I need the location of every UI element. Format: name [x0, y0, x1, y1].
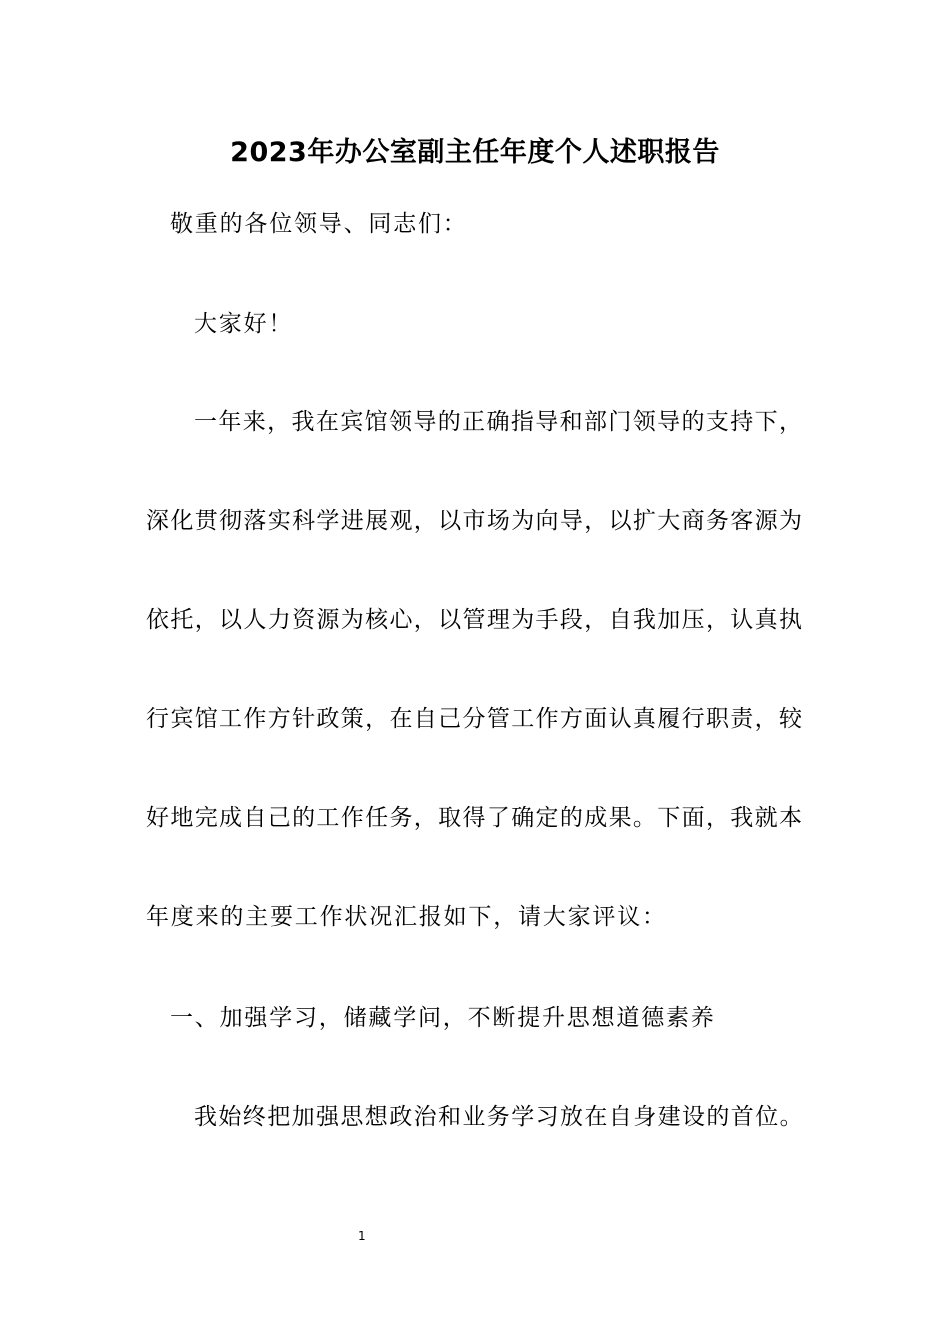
greeting: 大家好！: [194, 311, 294, 337]
paragraph-1-line-2: 深化贯彻落实科学进展观，以市场为向导，以扩大商务客源为: [146, 508, 802, 534]
paragraph-2-line-1: 我始终把加强思想政治和业务学习放在自身建设的首位。: [194, 1104, 804, 1130]
salutation: 敬重的各位领导、同志们：: [170, 211, 468, 237]
paragraph-1-line-4: 行宾馆工作方针政策，在自己分管工作方面认真履行职责，较: [146, 706, 802, 732]
document-title: 2023年办公室副主任年度个人述职报告: [230, 137, 720, 168]
paragraph-1-line-3: 依托，以人力资源为核心，以管理为手段，自我加压，认真执: [146, 607, 802, 633]
page-number: 1: [358, 1229, 366, 1243]
section-1-heading: 一、加强学习，储藏学问，不断提升思想道德素养: [170, 1005, 716, 1031]
paragraph-1-line-1: 一年来，我在宾馆领导的正确指导和部门领导的支持下，: [194, 409, 802, 435]
paragraph-1-line-5: 好地完成自己的工作任务，取得了确定的成果。下面，我就本: [146, 805, 802, 831]
paragraph-1-line-6: 年度来的主要工作状况汇报如下，请大家评议：: [146, 904, 667, 930]
